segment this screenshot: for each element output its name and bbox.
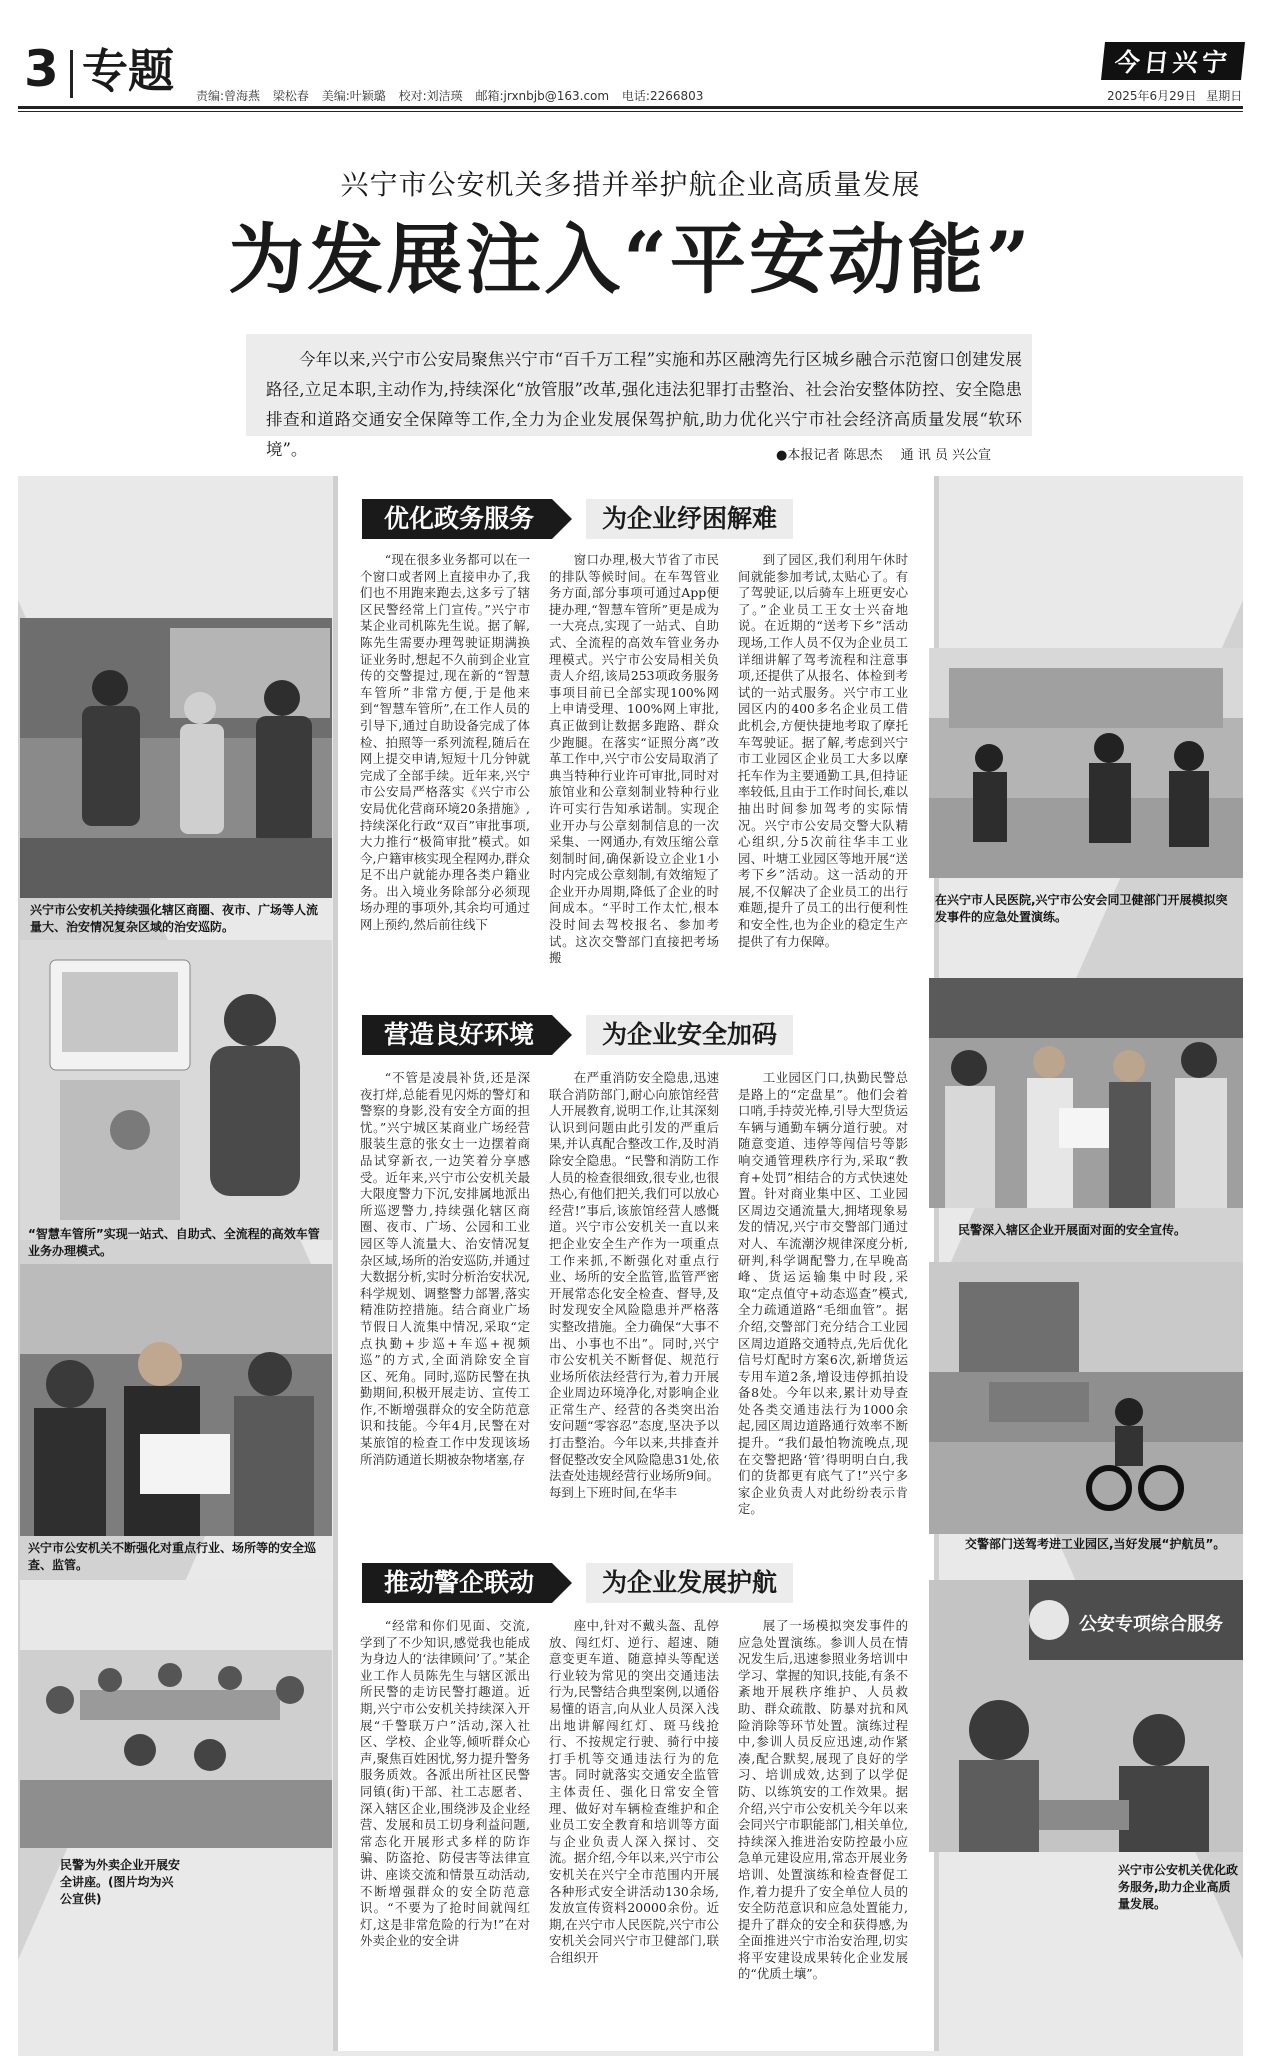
section-3-column-1: “经常和你们见面、交流,学到了不少知识,感觉我也能成为身边人的‘法律顾问’了。”某企业工作人员陈先生与辖区派出所民警的走访民警打趣道。近期,兴宁市公安机关持续深入开展“千警联万户”活动,深入社区、学校、企业等,倾听群众心声,聚焦百姓困忧,努力提升警务服务质效。各派出所社区民警同镇(街)干部、社工志愿者、深入辖区企业,围绕涉及企业经营、发展和员工切身利益问题,常态化开展形式多样的防诈骗、防盗抢、防侵害等法律宣讲、座谈交流和情景互动活动,不断增强群众的安全防范意识。“不要为了抢时间就闯红灯,这是非常危险的行为!”在对外卖企业的安全讲 [360,1618,530,1949]
byline-correspondent: 通 讯 员 兴公宣 [900,448,992,463]
section-3-title-light: 为企业发展护航 [586,1563,793,1603]
photo-smart-vehicle-office [20,940,332,1240]
section-2-column-2: 在严重消防安全隐患,迅速联合消防部门,耐心向旅馆经营人开展教育,说明工作,让其深刻认识到问题由此引发的严重后果,并认真配合整改工作,及时消除安全隐患。“民警和消防工作人员的检查很细致,很专业,也很热心,有他们把关,我们可以放心经营!”事后,该旅馆经营人感慨道。兴宁市公安机关一直以来把企业安全生产作为一项重点工作来抓,不断强化对重点行业、场所的安全监管,监管严密开展常态化安全检查、督导,及时发现安全风险隐患并严格落实整改措施。全力确保“大事不出、小事也不出”。同时,兴宁市公安机关不断督促、规范行业场所依法经营行为,着力开展企业周边环境净化,对影响企业正常生产、经营的各类突出治安问题“零容忍”态度,坚决予以打击整治。今年以来,共排查并督促整改安全风险隐患31处,依法查处违规经营行业场所9间。每到上下班时间,在华丰 [549,1070,719,1500]
photo-safety-inspection [20,1264,332,1536]
byline-reporter: ●本报记者 陈思杰 [776,448,883,463]
caption-emergency-drill: 在兴宁市人民医院,兴宁市公安会同卫健部门开展模拟突发事件的应急处置演练。 [935,893,1228,924]
section-2-column-3: 工业园区门口,执勤民警总是路上的“定盘星”。他们会着口哨,手持荧光棒,引导大型货运车辆与通勤车辆分道行驶。对随意变道、违停等闯信号等影响交通管理秩序行为,采取“教育+处罚”相结合的方式快速处置。针对商业集中区、工业园区周边交通流量大,拥堵现象易发的情况,兴宁市交警部门通过对人、车流潮汐规律深度分析,研判,科学调配警力,在早晚高峰、货运运输集中时段,采取“定点值守+动态巡查”模式,全力疏通道路“毛细血管”。据介绍,交警部门充分结合工业园区周边道路交通特点,先后优化信号灯配时方案6次,新增货运专用车道2条,增设违停抓拍设备8处。今年以来,累计劝导查处各类交通违法行为1000余起,园区周边道路通行效率不断提升。“我们最怕物流晚点,现在交警把路‘管’得明明白白,我们的货都更有底气了!”兴宁多家企业负责人对此纷纷表示肯定。 [738,1070,908,1517]
section-2-column-1: “不管是凌晨补货,还是深夜打烊,总能看见闪烁的警灯和警察的身影,没有安全方面的担忧。”兴宁城区某商业广场经营服装生意的张女士一边摆着商品试穿新衣,一边笑着分享感受。近年来,兴宁市公安机关最大限度警力下沉,安排属地派出所巡逻警力,持续强化辖区商圈、夜市、广场、公园和工业园区等人流量大、治安情况复杂区域,场所的治安巡防,并通过大数据分析,实时分析治安状况,科学规划、调整警力部署,落实精准防控措施。结合商业广场节假日人流集中情况,采取“定点执勤+步巡+车巡+视频巡”的方式,全面消除安全盲区、死角。同时,巡防民警在执勤期间,积极开展走访、宣传工作,不断增强群众的安全防范意识和技能。今年4月,民警在对某旅馆的检查工作中发现该场所消防通道长期被杂物堵塞,存 [360,1070,530,1467]
service-hall-sign: 公安专项综合服务 [1079,1614,1223,1635]
photo-enterprise-visit [929,978,1243,1208]
photo-safety-lecture [20,1580,332,1848]
caption-driving-test: 交警部门送驾考进工业园区,当好发展“护航员”。 [965,1537,1226,1551]
caption-safety-lecture: 民警为外卖企业开展安全讲座。(图片均为兴公宣供) [60,1858,181,1906]
credit-editor: 责编:曾海燕 [196,89,261,103]
page-number: 3 [24,40,59,98]
issue-weekday: 星期日 [1206,89,1243,103]
section-2-title-dark: 营造良好环境 [362,1015,552,1055]
section-1-title-light: 为企业纾困解难 [586,499,793,539]
section-1-column-3: 到了园区,我们利用午休时间就能参加考试,太贴心了。有了驾驶证,以后骑车上班更安心了。”企业员工王女士兴奋地说。在近期的“送考下乡”活动现场,工作人员不仅为企业员工详细讲解了驾考流程和注意事项,还提供了从报名、体检到考试的一站式服务。兴宁市工业园区内的400多名企业员工借此机会,方便快捷地考取了摩托车驾驶证。据了解,考虑到兴宁市工业园区企业员工大多以摩托车作为主要通勤工具,但持证率较低,且由于工作时间长,难以抽出时间参加驾考的实际情况。兴宁市公安局交警大队精心组织,分5次前往华丰工业园、叶塘工业园区等地开展“送考下乡”活动。这一活动的开展,不仅解决了企业员工的出行难题,提升了员工的出行便利性和安全性,也为企业的稳定生产提供了有力保障。 [738,552,908,949]
credit-editor-2: 梁松春 [272,89,309,103]
issue-date: 2025年6月29日 [1107,89,1197,103]
credit-email: 邮箱:jrxnbjb@163.com [475,89,610,103]
credit-proofreader: 校对:刘洁瑛 [398,89,463,103]
section-3-title-dark: 推动警企联动 [362,1563,552,1603]
section-heading-3 [362,1560,862,1606]
photo-emergency-drill [929,648,1243,878]
caption-service-hall: 兴宁市公安机关优化政务服务,助力企业高质量发展。 [1118,1863,1239,1911]
masthead-rule [18,106,1243,109]
paper-logo: 今日兴宁 [1101,42,1245,80]
section-heading-2 [362,1012,862,1058]
editorial-credits [196,87,712,104]
section-3-column-2: 座中,针对不戴头盔、乱停放、闯红灯、逆行、超速、随意变更车道、随意掉头等配送行业较为常见的突出交通违法行为,民警结合典型案例,以通俗易懂的语言,向从业人员深入浅出地讲解闯红灯、斑马线抢行、不按规定行驶、骑行中接打手机等交通违法行为的危害。同时就落实交通安全监管主体责任、强化日常安全管理、做好对车辆检查维护和企业员工安全教育和培训等方面与企业负责人深入探讨、交流。据介绍,今年以来,兴宁市公安机关在兴宁全市范围内开展各种形式安全讲活动130余场,发放宣传资料20000余份。近期,在兴宁市人民医院,兴宁市公安机关会同兴宁市卫健部门,联合组织开 [549,1618,719,1965]
section-1-column-2: 窗口办理,极大节省了市民的排队等候时间。在车驾管业务方面,部分事项可通过App便捷办理,“智慧车管所”更是成为一大亮点,实现了一站式、自助式、全流程的高效车管业务办理模式。兴宁市公安局相关负责人介绍,该局253项政务服务事项目前已全部实现100%网上申请受理、100%网上审批,真正做到让数据多跑路、群众少跑腿。在落实“证照分离”改革工作中,兴宁市公安局取消了典当特种行业许可审批,同时对旅馆业和公章刻制业特种行业许可实行告知承诺制。实现企业开办与公章刻制信息的一次采集、一网通办,有效压缩公章刻制时间,确保新设立企业1小时内完成公章刻制,有效缩短了企业开办周期,降低了企业的时间成本。“平时工作太忙,根本没时间去驾校报名、参加考试。这次交警部门直接把考场搬 [549,552,719,966]
section-name: 专题 [82,44,174,98]
section-2-title-light: 为企业安全加码 [586,1015,793,1055]
masthead-divider [70,50,73,98]
caption-police-patrol: 兴宁市公安机关持续强化辖区商圈、夜市、广场等人流量大、治安情况复杂区域的治安巡防。 [30,903,319,934]
credit-phone: 电话:2266803 [621,89,704,103]
section-1-column-1: “现在很多业务都可以在一个窗口或者网上直接申办了,我们也不用跑来跑去,这多亏了辖区民警经常上门宣传。”兴宁市某企业司机陈先生说。据了解,陈先生需要办理驾驶证期满换证业务时,想起不久前到企业宣传的交警提过,现在新的“智慧车管所”非常方便,于是他来到“智慧车管所”,在工作人员的引导下,通过自助设备完成了体检、拍照等一系列流程,随后在网上提交申请,短短十几分钟就完成了全部手续。近年来,兴宁市公安局严格落实《兴宁市公安局优化营商环境20条措施》,持续深化行政“双百”审批事项,大力推行“极简审批”模式。如今,户籍审核实现全程网办,群众足不出户就能办理各类户籍业务。出入境业务除部分必须现场办理的事项外,其余均可通过网上预约,然后前往线下 [360,552,530,933]
section-1-title-dark: 优化政务服务 [362,499,552,539]
article-lead: 今年以来,兴宁市公安局聚焦兴宁市“百千万工程”实施和苏区融湾先行区城乡融合示范窗口创建发展路径,立足本职,主动作为,持续深化“放管服”改革,强化违法犯罪打击整治、社会治安整体防控、安全隐患排查和道路交通安全保障等工作,全力为企业发展保驾护航,助力优化兴宁市社会经济高质量发展“软环境”。 [266,350,1022,459]
photo-driving-test [929,1262,1243,1534]
article-subhead: 兴宁市公安机关多措并举护航企业高质量发展 [340,168,921,201]
caption-enterprise-visit: 民警深入辖区企业开展面对面的安全宣传。 [958,1223,1187,1237]
masthead-rule-thin [18,111,1243,112]
article-headline: 为发展注入“平安动能” [228,215,1033,304]
byline [776,444,1005,463]
photo-police-patrol [20,618,332,898]
caption-smart-vehicle-office: “智慧车管所”实现一站式、自助式、全流程的高效车管业务办理模式。 [28,1227,320,1258]
section-heading-1 [362,496,862,542]
dateline [1101,87,1242,104]
section-3-column-3: 展了一场模拟突发事件的应急处置演练。参训人员在情况发生后,迅速参照业务培训中学习、掌握的知识,技能,有条不紊地开展秩序维护、人员救助、群众疏散、防暴对抗和风险消除等环节处置。演练过程中,参训人员反应迅速,动作紧凑,配合默契,展现了良好的学习、培训成效,达到了以学促防、以练筑安的工作效果。据介绍,兴宁市公安机关今年以来会同兴宁市职能部门,相关单位,持续深入推进治安防控最小应急单元建设应用,常态开展业务培训、处置演练和检查督促工作,着力提升了安全单位人员的安全防范意识和应急处置能力,提升了群众的安全和获得感,为全面推进兴宁市治安治理,切实将平安建设成果转化企业发展的“优质土壤”。 [738,1618,908,1982]
caption-safety-inspection: 兴宁市公安机关不断强化对重点行业、场所等的安全巡查、监管。 [28,1541,317,1572]
photo-service-hall [929,1580,1243,1852]
credit-art-editor: 美编:叶颖璐 [321,89,386,103]
